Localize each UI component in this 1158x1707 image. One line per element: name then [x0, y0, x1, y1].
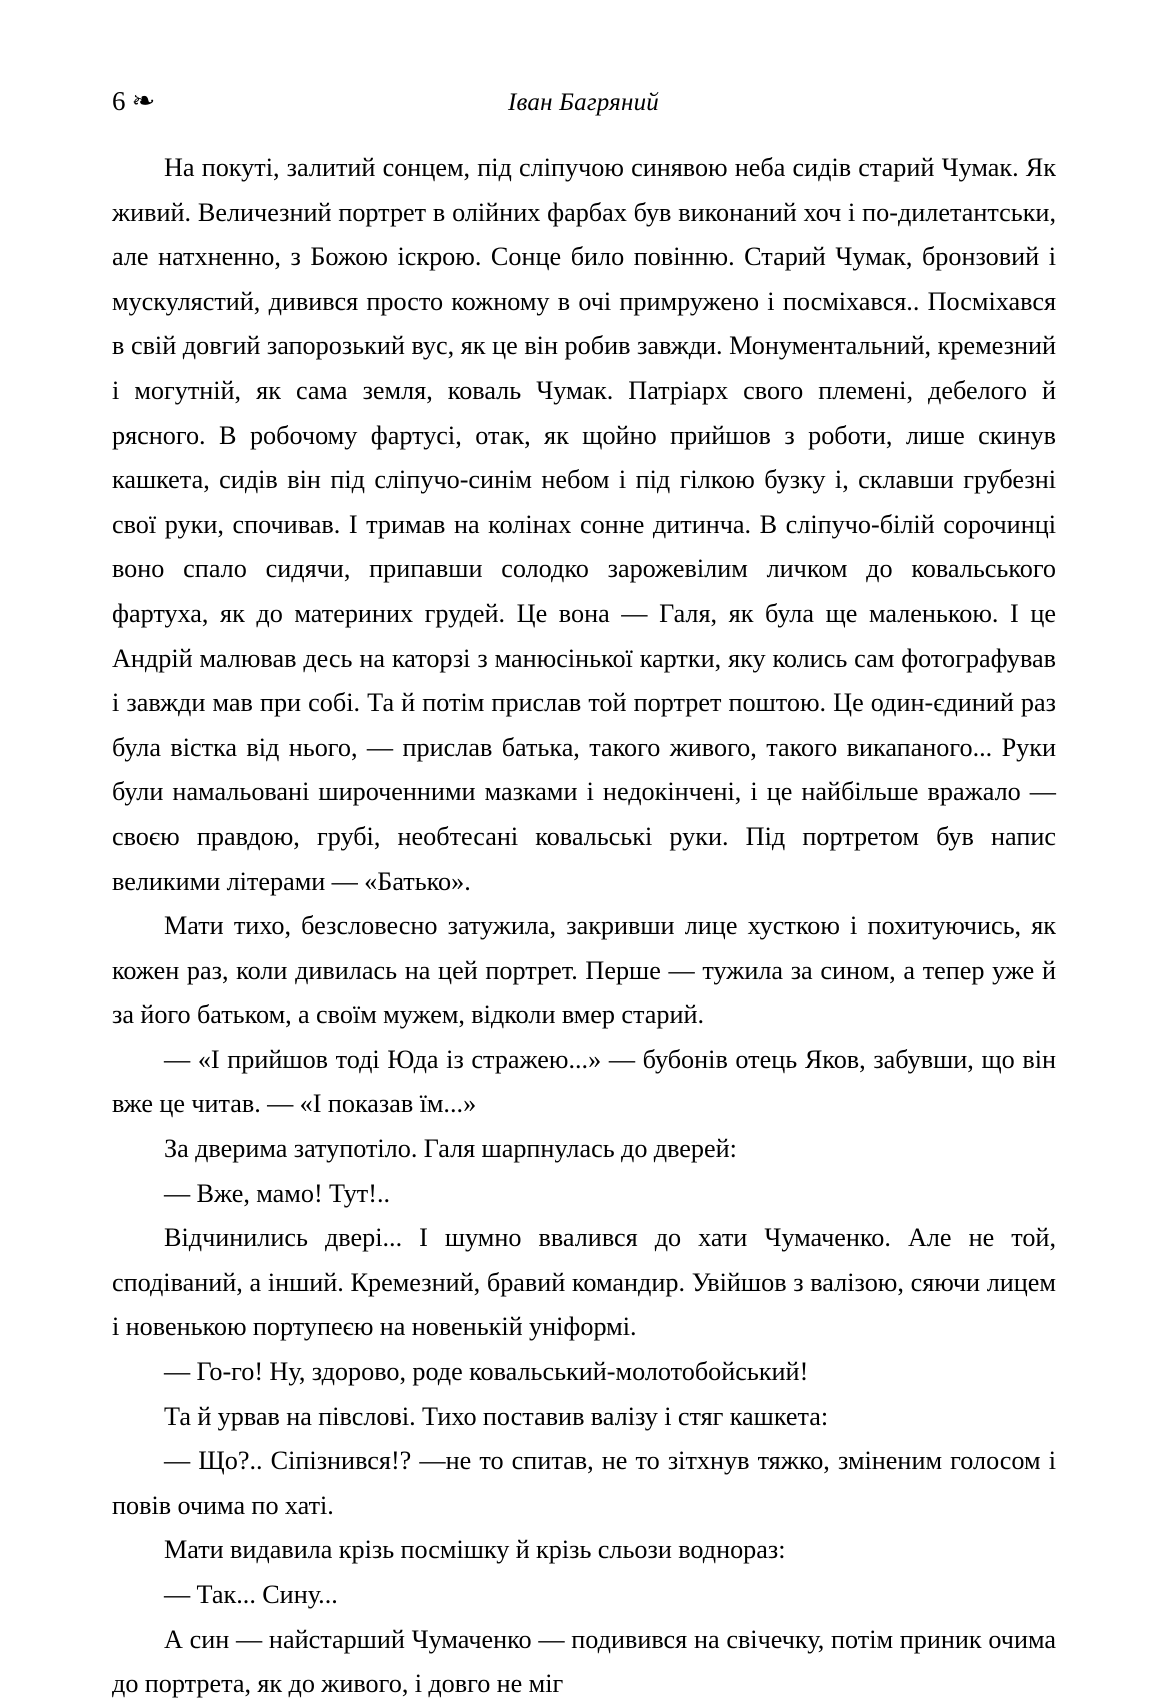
paragraph: На покуті, залитий сонцем, під сліпучою синявою неба сидів старий Чумак. Як живий. Величезний портрет в олійних фарбах був виконаний хоч і по-дилетантськи, але натхненно, з Божою іскрою. Сонце било повінню. Старий Чумак, бронзовий і мускулястий, дивився просто кожному в очі примружено і посміхався.. Посміхався в свій довгий запорозький вус, як це він робив завжди. Монументальний, кремезний і могутній, як сама земля, коваль Чумак. Патріарх свого племені, дебелого й рясного. В робочому фартусі, отак, як щойно прийшов з роботи, лише скинув кашкета, сидів він під сліпучо-синім небом і під гілкою бузку і, склавши грубезні свої руки, спочивав. І тримав на колінах сонне дитинча. В сліпучо-білій сорочинці воно спало сидячи, припавши солодко зарожевілим личком до ковальського фартуха, як до материних грудей. Це вона — Галя, як була ще маленькою. І це Андрій малював десь на каторзі з манюсінької картки, яку колись сам фотографував і завжди мав при собі. Та й потім прислав той портрет поштою. Це один-єдиний раз була вістка від нього, — прислав батька, такого живого, такого викапаного... Руки були намальовані широченними мазками і недокінчені, і це найбільше вражало — своєю правдою, грубі, необтесані ковальські руки. Під портретом був напис великими літерами — «Батько».: [112, 153, 1056, 896]
leaf-fleuron-ornament-icon: ❧: [130, 86, 156, 115]
paragraph: — Так... Сину...: [164, 1580, 338, 1609]
paragraph: Мати тихо, безсловесно затужила, закривши лице хусткою і похитуючись, як кожен раз, коли дивилась на цей портрет. Перше — тужила за сином, а тепер уже й за його батьком, а своїм мужем, відколи вмер старий.: [112, 911, 1056, 1030]
paragraph: А син — найстарший Чумаченко — подивився на свічечку, потім приник очима до портрета, як до живого, і довго не міг: [112, 1624, 1056, 1699]
paragraph: — Вже, мамо! Тут!..: [164, 1178, 391, 1208]
paragraph: Відчинились двері... І шумно ввалився до хати Чумаченко. Але не той, сподіваний, а інший. Кремезний, бравий командир. Увійшов з валізою, сяючи лицем і новенькою портупеєю на новенькій уніформі.: [112, 1223, 1056, 1342]
paragraph: Та й урвав на півслові. Тихо поставив валізу і стяг кашкета:: [164, 1401, 829, 1431]
paragraph: — Го-го! Ну, здорово, роде ковальський-молотобойський!: [164, 1357, 809, 1387]
paragraph: За дверима затупотіло. Галя шарпнулась до дверей:: [164, 1134, 737, 1164]
page-number: 6: [112, 86, 126, 116]
paragraph: Мати видавила крізь посмішку й крізь сльози воднораз:: [164, 1535, 786, 1565]
paragraph: — «І прийшов тоді Юда із стражею...» — бубонів отець Яков, забувши, що він вже це читав. — «І показав їм...»: [112, 1044, 1056, 1119]
running-head-author: Іван Багряний: [508, 89, 659, 116]
running-head: [112, 88, 1055, 128]
body-text-block: [112, 146, 1056, 1707]
paragraph: — Що?.. Сіпізнився!? —не то спитав, не то зітхнув тяжко, зміненим голосом і повів очима по хаті.: [112, 1446, 1056, 1520]
